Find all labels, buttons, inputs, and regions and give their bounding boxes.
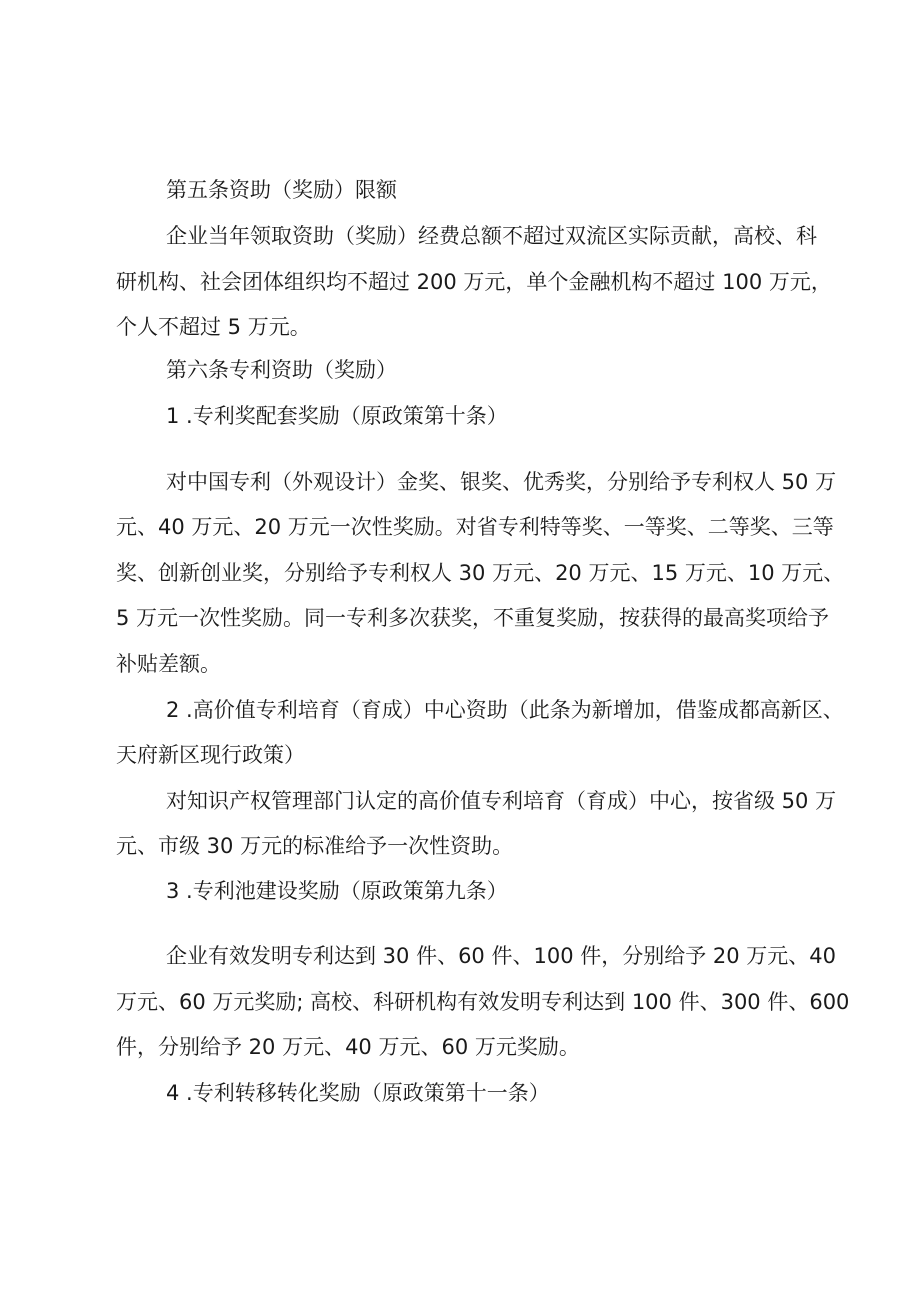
item3-line-3: 件，分别给予 20 万元、40 万元、60 万元奖励。 [116,1035,580,1059]
article5-line-2: 研机构、社会团体组织均不超过 200 万元，单个金融机构不超过 100 万元， [116,270,832,294]
article5-heading: 第五条资助（奖励）限额 [166,178,397,202]
item1-line-3: 奖、创新创业奖，分别给予专利权人 30 万元、20 万元、15 万元、10 万元、 [116,561,845,585]
item1-line-4: 5 万元一次性奖励。同一专利多次获奖，不重复奖励，按获得的最高奖项给予 [116,606,830,630]
item2-heading-line-1: 2 .高价值专利培育（育成）中心资助（此条为新增加，借鉴成都高新区、 [166,698,844,722]
item1-line-1: 对中国专利（外观设计）金奖、银奖、优秀奖，分别给予专利权人 50 万 [166,470,837,494]
item4-heading: 4 .专利转移转化奖励（原政策第十一条） [166,1081,550,1105]
item1-line-2: 元、40 万元、20 万元一次性奖励。对省专利特等奖、一等奖、二等奖、三等 [116,515,834,539]
item1-heading: 1 .专利奖配套奖励（原政策第十条） [166,404,508,428]
article5-line-3: 个人不超过 5 万元。 [116,315,311,339]
item2-heading-line-2: 天府新区现行政策） [116,743,305,767]
item3-heading: 3 .专利池建设奖励（原政策第九条） [166,879,508,903]
item1-line-5: 补贴差额。 [116,652,221,676]
item3-line-1: 企业有效发明专利达到 30 件、60 件、100 件，分别给予 20 万元、40 [166,944,837,968]
article6-heading: 第六条专利资助（奖励） [166,358,397,382]
item2-line-1: 对知识产权管理部门认定的高价值专利培育（育成）中心，按省级 50 万 [166,789,837,813]
item3-line-2: 万元、60 万元奖励; 高校、科研机构有效发明专利达到 100 件、300 件、600 [116,990,850,1014]
article5-line-1: 企业当年领取资助（奖励）经费总额不超过双流区实际贡献，高校、科 [166,224,817,248]
item2-line-2: 元、市级 30 万元的标准给予一次性资助。 [116,834,514,858]
